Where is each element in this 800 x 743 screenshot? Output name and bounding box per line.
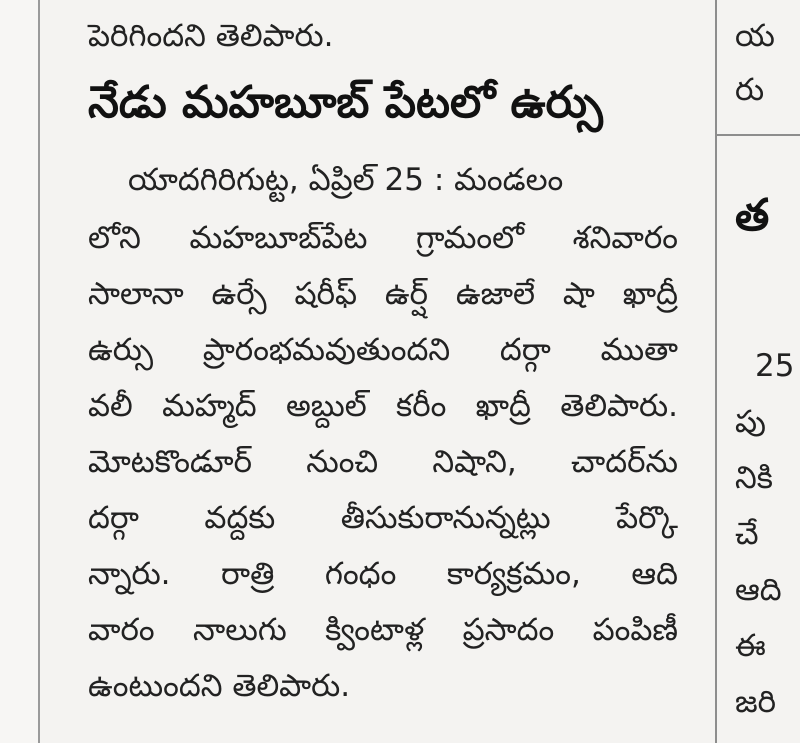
article-line-5: వలీ మహ్మద్ అబ్దుల్ కరీం ఖాద్రీ తెలిపారు. — [88, 388, 678, 424]
article-line-3: సాలానా ఉర్సే షరీఫ్ ఉర్ష్ ఉజాలే షా ఖాద్రీ — [88, 276, 678, 312]
right-line-6: ఈ — [735, 628, 766, 664]
article-line-8: న్నారు. రాత్రి గంధం కార్యక్రమం, ఆది — [88, 556, 678, 592]
right-line-5: ఆది — [735, 572, 782, 608]
right-line-3: నికి — [735, 460, 773, 496]
right-top-line-1: య — [735, 18, 775, 54]
column-divider-right — [715, 0, 717, 743]
article-line-9: వారం నాలుగు క్వింటాళ్ల ప్రసాదం పంపిణీ — [88, 612, 678, 648]
article-line-10: ఉంటుందని తెలిపారు. — [88, 668, 351, 704]
right-top-line-2: రు — [735, 72, 765, 108]
article-line-6: మోటకొండూర్ నుంచి నిషాని, చాదర్‌ను — [88, 444, 678, 480]
right-line-7: జరి — [735, 684, 777, 720]
article-headline: నేడు మహబూబ్ పేటలో ఉర్సు — [88, 77, 603, 128]
article-line-1: యాదగిరిగుట్ట, ఏప్రిల్ 25 : మండలం — [128, 162, 564, 198]
article-line-7: దర్గా వద్దకు తీసుకురానున్నట్లు పేర్కొ — [88, 500, 678, 536]
right-headline-fragment: త — [735, 190, 770, 241]
previous-article-last-line: పెరిగిందని తెలిపారు. — [88, 18, 334, 54]
right-line-2: పు — [735, 404, 766, 440]
article-line-2: లోని మహబూబ్‌పేట గ్రామంలో శనివారం — [88, 220, 678, 256]
column-divider-left — [38, 0, 40, 743]
right-line-1: 25 — [755, 348, 795, 384]
article-line-4: ఉర్సు ప్రారంభమవుతుందని దర్గా ముతా — [88, 332, 678, 368]
right-line-4: చే — [735, 516, 759, 552]
right-column — [735, 0, 800, 743]
left-column-margin — [0, 0, 38, 743]
